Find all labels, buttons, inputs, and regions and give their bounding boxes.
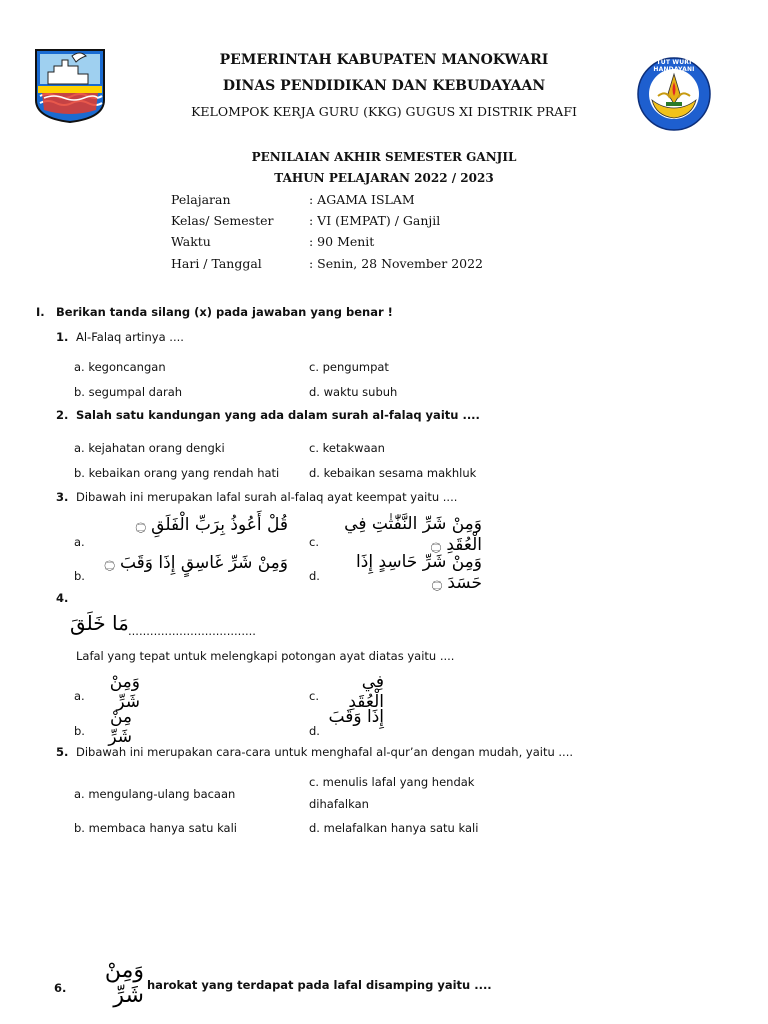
option-b-arabic[interactable]: مِنْ شَرِّ <box>108 707 132 747</box>
header-line-2: DINAS PENDIDIKAN DAN KEBUDAYAAN <box>222 78 546 94</box>
option-a[interactable]: a. kegoncangan <box>74 360 166 374</box>
option-a-arabic[interactable]: قُلْ أَعُوذُ بِرَبِّ الْفَلَقِ ۝ <box>135 515 288 535</box>
exam-title: PENILAIAN AKHIR SEMESTER GANJIL <box>251 150 517 164</box>
question-text: Dibawah ini merupakan cara-cara untuk menghafal al-qur’an dengan mudah, yaitu .... <box>76 745 574 759</box>
option-c-arabic[interactable]: فِي الْعُقَدِ <box>348 672 384 712</box>
question-arabic: وَمِنْ شَرِّ <box>104 958 144 1008</box>
header-line-1: PEMERINTAH KABUPATEN MANOKWARI <box>219 52 549 68</box>
section-instruction: Berikan tanda silang (x) pada jawaban yang benar ! <box>56 305 393 319</box>
question-arabic: مَا خَلَقَ <box>70 611 129 635</box>
option-a[interactable]: a. mengulang-ulang bacaan <box>74 787 236 801</box>
header-line-3: KELOMPOK KERJA GURU (KKG) GUGUS XI DISTRIK PRAFI <box>191 104 577 119</box>
option-b-arabic[interactable]: وَمِنْ شَرِّ غَاسِقٍ إِذَا وَقَبَ ۝ <box>104 553 288 573</box>
option-b[interactable]: b. kebaikan orang yang rendah hati <box>74 466 280 480</box>
option-a-label[interactable]: a. <box>74 535 85 549</box>
option-c[interactable]: c. ketakwaan <box>309 441 385 455</box>
option-c[interactable]: c. menulis lafal yang hendak <box>309 775 475 789</box>
question-text: Al-Falaq artinya .... <box>76 330 184 344</box>
question-number: 6. <box>54 981 67 995</box>
option-d[interactable]: d. melafalkan hanya satu kali <box>309 821 479 835</box>
option-a[interactable]: a. kejahatan orang dengki <box>74 441 225 455</box>
option-c-label[interactable]: c. <box>309 689 319 703</box>
option-d[interactable]: d. waktu subuh <box>309 385 398 399</box>
option-b[interactable]: b. membaca hanya satu kali <box>74 821 237 835</box>
question-blank: ................................... <box>128 624 256 638</box>
option-b-label[interactable]: b. <box>74 569 85 583</box>
option-d-arabic[interactable]: وَمِنْ شَرِّ حَاسِدٍ إِذَا حَسَدَ ۝ <box>356 552 482 593</box>
info-value-date: : Senin, 28 November 2022 <box>309 256 484 271</box>
info-label-subject: Pelajaran <box>171 192 231 207</box>
option-c[interactable]: c. pengumpat <box>309 360 389 374</box>
section-number: I. <box>36 305 45 319</box>
question-text: Lafal yang tepat untuk melengkapi potongan ayat diatas yaitu .... <box>76 649 455 663</box>
info-value-class: : VI (EMPAT) / Ganjil <box>309 213 441 228</box>
exam-year: TAHUN PELAJARAN 2022 / 2023 <box>274 171 494 185</box>
question-number: 1. <box>56 330 69 344</box>
option-d-label[interactable]: d. <box>309 724 320 738</box>
info-value-time: : 90 Menit <box>309 234 375 249</box>
option-d-label[interactable]: d. <box>309 569 320 583</box>
question-number: 3. <box>56 490 69 504</box>
option-c-arabic[interactable]: وَمِنْ شَرِّ النَّفّٰثٰتِ فِي الْعُقَدِ ۝ <box>344 514 482 555</box>
info-label-class: Kelas/ Semester <box>171 213 274 228</box>
option-c-label[interactable]: c. <box>309 535 319 549</box>
info-value-subject: : AGAMA ISLAM <box>309 192 415 207</box>
option-b[interactable]: b. segumpal darah <box>74 385 183 399</box>
option-c-continued[interactable]: dihafalkan <box>309 797 369 811</box>
info-label-date: Hari / Tanggal <box>171 256 262 271</box>
info-label-time: Waktu <box>171 234 211 249</box>
option-d[interactable]: d. kebaikan sesama makhluk <box>309 466 477 480</box>
question-number: 2. <box>56 408 69 422</box>
question-text: Salah satu kandungan yang ada dalam surah al-falaq yaitu .... <box>76 408 480 422</box>
option-b-label[interactable]: b. <box>74 724 85 738</box>
question-number: 4. <box>56 591 69 605</box>
question-text: Dibawah ini merupakan lafal surah al-falaq ayat keempat yaitu .... <box>76 490 458 504</box>
question-number: 5. <box>56 745 69 759</box>
option-a-arabic[interactable]: وَمِنْ شَرِّ <box>109 672 140 712</box>
option-d-arabic[interactable]: إِذَا وَقَبَ <box>328 707 384 727</box>
option-a-label[interactable]: a. <box>74 689 85 703</box>
question-text: harokat yang terdapat pada lafal disamping yaitu .... <box>147 978 492 992</box>
tut-wuri-handayani-logo-text: TUT WURI HANDAYANI <box>653 59 695 73</box>
